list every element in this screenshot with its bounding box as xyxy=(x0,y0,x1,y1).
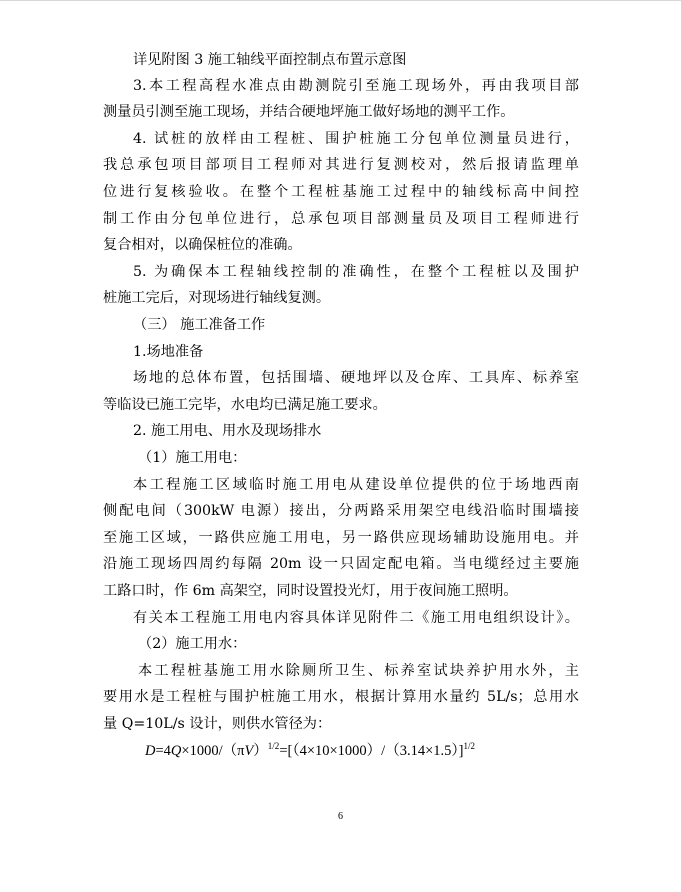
power-paragraph-line-3: 至施工区域，一路供应施工用电，另一路供应现场辅助设施用电。并 xyxy=(103,530,579,546)
formula-part3: =[（4×10×1000）/（3.14×1.5）] xyxy=(279,743,464,759)
formula-d: D xyxy=(145,743,156,759)
formula-q: Q xyxy=(170,743,182,759)
paragraph-4-line-1: 4. 试桩的放样由工程桩、围护桩施工分包单位测量员进行， xyxy=(133,131,579,147)
paragraph-3-line-1: 3.本工程高程水准点由勘测院引至施工现场外，再由我项目部 xyxy=(133,78,579,94)
formula-eq1: =4 xyxy=(155,743,171,759)
formula-part2: ） xyxy=(253,743,268,759)
power-paragraph-line-4: 沿施工现场四周约每隔 20m 设一只固定配电箱。当电缆经过主要施 xyxy=(103,556,579,572)
pipe-diameter-formula xyxy=(145,742,579,761)
water-paragraph-line-3: 量 Q=10L/s 设计，则供水管径为： xyxy=(103,716,332,732)
formula-v: V xyxy=(244,743,254,759)
subheading-power-water: 2. 施工用电、用水及现场排水 xyxy=(133,423,322,439)
power-paragraph-line-2: 侧配电间（300kW 电源）接出，分两路采用架空电线沿临时围墙接 xyxy=(103,503,579,519)
page-number: 6 xyxy=(338,811,343,822)
formula-part1: ×1000/（π xyxy=(181,743,245,759)
power-paragraph-line-1: 本工程施工区域临时施工用电从建设单位提供的位于场地西南 xyxy=(133,477,579,493)
power-paragraph-line-5: 工路口时，作 6m 高架空，同时设置投光灯，用于夜间施工照明。 xyxy=(103,583,518,599)
paragraph-4-line-3: 位进行复核验收。在整个工程桩基施工过程中的轴线标高中间控 xyxy=(103,184,579,200)
water-paragraph-line-1: 本工程桩基施工用水除厕所卫生、标养室试块养护用水外，主 xyxy=(138,663,579,679)
paragraph-4-line-2: 我总承包项目部项目工程师对其进行复测校对，然后报请监理单 xyxy=(103,157,579,173)
paragraph-3-line-2: 测量员引测至施工现场，并结合硬地坪施工做好场地的测平工作。 xyxy=(103,104,515,120)
subheading-water: （2）施工用水： xyxy=(138,636,247,652)
subheading-power: （1）施工用电： xyxy=(138,450,247,466)
top-border xyxy=(0,0,681,1)
water-paragraph-line-2: 要用水是工程桩与围护桩施工用水，根据计算用水量约 5L/s；总用水 xyxy=(103,689,579,705)
site-paragraph-line-1: 场地的总体布置，包括围墙、硬地坪以及仓库、工具库、标养室 xyxy=(133,370,579,386)
paragraph-4-line-4: 制工作由分包单位进行，总承包项目部测量员及项目工程师进行 xyxy=(103,211,579,227)
subheading-site-preparation: 1.场地准备 xyxy=(133,344,204,360)
formula-exponent-1: 1/2 xyxy=(267,741,280,751)
formula-exponent-2: 1/2 xyxy=(463,741,475,751)
section-heading: （三） 施工准备工作 xyxy=(133,317,266,333)
paragraph-4-line-5: 复合相对，以确保桩位的准确。 xyxy=(103,237,302,253)
paragraph-5-line-2: 桩施工完后，对现场进行轴线复测。 xyxy=(103,290,331,306)
figure-reference: 详见附图 3 施工轴线平面控制点布置示意图 xyxy=(133,52,407,68)
site-paragraph-line-2: 等临设已施工完毕，水电均已满足施工要求。 xyxy=(103,397,387,413)
power-reference-line: 有关本工程施工用电内容具体详见附件二《施工用电组织设计》。 xyxy=(133,610,579,626)
paragraph-5-line-1: 5. 为确保本工程轴线控制的准确性，在整个工程桩以及围护 xyxy=(133,264,579,280)
